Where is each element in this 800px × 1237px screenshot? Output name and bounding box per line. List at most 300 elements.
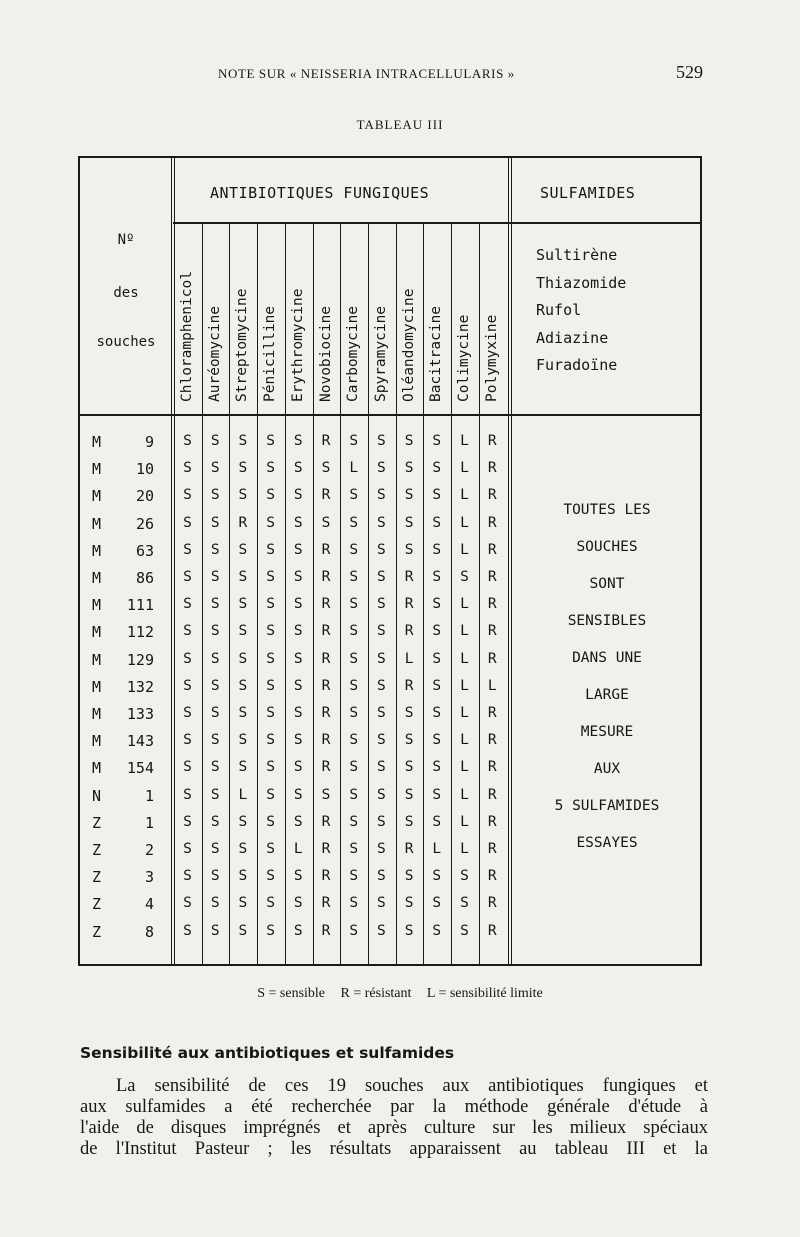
result-cell: R — [487, 514, 497, 531]
sulfamide-item: Thiazomide — [536, 273, 627, 292]
result-cell: R — [321, 759, 331, 776]
result-cell: R — [487, 868, 497, 885]
result-cell: S — [349, 732, 359, 749]
result-cell: R — [321, 650, 331, 667]
result-cell: S — [238, 895, 248, 912]
strain-letter: M — [92, 487, 102, 506]
antibiotic-header: Carbomycine — [345, 305, 362, 402]
sulfamide-item: Rufol — [536, 301, 582, 319]
result-cell: L — [460, 514, 469, 531]
result-cell: S — [266, 868, 275, 885]
group-header-divider — [173, 222, 700, 224]
result-cell: S — [377, 759, 386, 776]
result-cell: S — [266, 541, 275, 558]
result-cell: R — [487, 541, 497, 558]
strain-number: 20 — [135, 487, 154, 506]
result-cell: S — [266, 514, 275, 531]
result-cell: S — [377, 922, 386, 939]
result-cell: L — [460, 460, 469, 477]
strain-number: 1 — [144, 786, 154, 805]
result-cell: S — [293, 460, 303, 477]
result-cell: R — [487, 813, 497, 830]
result-cell: S — [293, 541, 303, 558]
sulfamide-note-line: TOUTES LES — [563, 502, 651, 518]
result-cell: S — [266, 460, 275, 477]
result-cell: R — [321, 705, 331, 721]
antibiotic-header: Streptomycine — [234, 288, 251, 402]
column-divider — [368, 224, 369, 964]
table-row — [80, 456, 704, 483]
result-cell: S — [266, 487, 275, 504]
sulfamide-note-line: DANS UNE — [572, 650, 642, 666]
result-cell: R — [404, 677, 414, 694]
result-cell: R — [404, 623, 414, 640]
result-cell: S — [183, 705, 192, 721]
result-cell: S — [266, 623, 275, 640]
antibiotic-header: Spyramycine — [372, 305, 389, 402]
result-cell: R — [487, 596, 497, 613]
sulfamide-item: Adiazine — [536, 328, 609, 347]
result-cell: S — [377, 514, 386, 531]
result-cell: S — [432, 868, 442, 885]
result-cell: S — [210, 786, 220, 803]
result-cell: S — [210, 677, 220, 694]
column-divider — [313, 224, 314, 964]
result-cell: S — [404, 433, 414, 449]
result-cell: S — [210, 541, 220, 558]
result-cell: R — [487, 650, 497, 667]
result-cell: R — [321, 677, 331, 694]
result-cell: L — [460, 650, 469, 667]
section-heading: Sensibilité aux antibiotiques et sulfamides — [80, 1044, 455, 1062]
result-cell: S — [210, 705, 220, 721]
result-cell: S — [349, 541, 359, 558]
result-cell: S — [432, 813, 442, 830]
result-cell: R — [321, 895, 331, 912]
result-cell: S — [293, 514, 303, 531]
result-cell: L — [293, 841, 303, 857]
result-cell: R — [321, 433, 331, 449]
strain-letter: Z — [92, 813, 102, 832]
result-cell: S — [238, 705, 248, 721]
table-row — [80, 891, 704, 918]
result-cell: S — [210, 759, 220, 776]
result-cell: S — [377, 705, 386, 721]
result-cell: S — [377, 569, 386, 585]
header-body-divider — [80, 414, 700, 416]
sulfamide-note-line: MESURE — [580, 724, 634, 740]
result-cell: S — [377, 487, 386, 504]
result-cell: S — [432, 514, 442, 531]
result-cell: S — [349, 433, 359, 449]
strain-number: 4 — [144, 895, 154, 914]
result-cell: S — [404, 868, 414, 885]
result-cell: S — [238, 433, 248, 449]
result-cell: S — [210, 514, 220, 531]
table-row — [80, 429, 704, 456]
result-cell: S — [266, 895, 275, 912]
sulfamides-group-label: SULFAMIDES — [540, 184, 636, 202]
result-cell: S — [183, 487, 192, 504]
result-cell: R — [321, 841, 331, 857]
result-cell: S — [404, 541, 414, 558]
column-divider — [451, 224, 452, 964]
result-cell: L — [460, 541, 469, 558]
result-cell: S — [293, 705, 303, 721]
result-cell: S — [238, 922, 248, 939]
result-cell: S — [238, 541, 248, 558]
result-cell: S — [377, 732, 386, 749]
result-cell: S — [183, 460, 192, 477]
strain-letter: Z — [92, 922, 102, 941]
result-cell: R — [321, 569, 331, 585]
result-cell: S — [349, 895, 359, 912]
result-cell: L — [460, 433, 469, 449]
antibiotic-header: Novobiocine — [317, 305, 334, 402]
result-cell: S — [349, 596, 359, 613]
result-cell: S — [377, 460, 386, 477]
result-cell: R — [321, 732, 331, 749]
sulfamide-note-line: ESSAYES — [576, 835, 638, 851]
result-cell: S — [210, 868, 220, 885]
result-cell: S — [266, 922, 275, 939]
result-cell: L — [460, 813, 469, 830]
result-cell: S — [266, 732, 275, 749]
sulfamide-note-line: 5 SULFAMIDES — [554, 798, 660, 814]
column-divider — [340, 224, 341, 964]
result-cell: S — [293, 759, 303, 776]
result-cell: S — [460, 895, 469, 912]
strain-number: 8 — [144, 922, 154, 941]
strain-number: 2 — [144, 841, 154, 859]
result-cell: S — [349, 623, 359, 640]
result-cell: S — [349, 677, 359, 694]
result-cell: S — [266, 433, 275, 449]
result-cell: S — [210, 732, 220, 749]
result-cell: S — [321, 514, 331, 531]
result-cell: S — [377, 841, 386, 857]
result-cell: S — [404, 813, 414, 830]
result-cell: S — [432, 895, 442, 912]
page-number: 529 — [676, 62, 703, 82]
strain-number: 129 — [126, 650, 154, 669]
result-cell: S — [377, 596, 386, 613]
strain-number: 154 — [126, 759, 154, 778]
result-cell: S — [183, 433, 192, 449]
result-cell: S — [377, 541, 386, 558]
result-cell: S — [349, 705, 359, 721]
result-cell: S — [432, 705, 442, 721]
strain-letter: M — [92, 623, 102, 642]
result-cell: S — [293, 677, 303, 694]
result-cell: S — [321, 460, 331, 477]
antibiotic-header: Colimycine — [456, 314, 472, 402]
result-cell: S — [210, 460, 220, 477]
result-cell: S — [432, 460, 442, 477]
result-cell: S — [183, 514, 192, 531]
result-cell: L — [460, 732, 469, 749]
result-cell: R — [404, 569, 414, 585]
result-cell: S — [432, 786, 442, 803]
result-cell: L — [460, 841, 469, 857]
table-row — [80, 864, 704, 891]
strain-header-des: des — [113, 285, 139, 301]
strain-letter: M — [92, 677, 102, 696]
result-cell: S — [293, 569, 303, 585]
result-cell: S — [432, 596, 442, 613]
result-cell: S — [266, 705, 275, 721]
result-cell: S — [183, 569, 192, 585]
column-divider — [423, 224, 424, 964]
result-cell: S — [266, 596, 275, 613]
table-row — [80, 919, 704, 946]
result-cell: S — [404, 895, 414, 912]
result-cell: S — [238, 868, 248, 885]
result-cell: S — [210, 813, 220, 830]
result-cell: S — [293, 922, 303, 939]
result-cell: S — [210, 922, 220, 939]
column-divider — [229, 224, 230, 964]
result-cell: R — [321, 868, 331, 885]
result-cell: S — [432, 541, 442, 558]
result-cell: S — [210, 841, 220, 857]
result-cell: S — [349, 813, 359, 830]
result-cell: S — [349, 786, 359, 803]
strain-number: 143 — [126, 732, 154, 751]
result-cell: S — [432, 922, 442, 939]
strain-number: 10 — [135, 460, 154, 479]
result-cell: S — [349, 487, 359, 504]
antibiotic-header: Chloramphenicol — [179, 271, 195, 402]
result-cell: S — [183, 786, 192, 803]
result-cell: S — [266, 841, 275, 857]
sulfamide-note-line: SOUCHES — [576, 539, 638, 555]
result-cell: R — [487, 569, 497, 585]
strain-letter: M — [92, 759, 102, 778]
paragraph-line: La sensibilité de ces 19 souches aux antibiotiques fungiques et — [116, 1076, 708, 1096]
strain-letter: M — [92, 541, 102, 560]
result-cell: R — [487, 487, 497, 504]
column-divider — [257, 224, 258, 964]
result-cell: S — [349, 569, 359, 585]
strain-letter: M — [92, 569, 102, 587]
result-cell: R — [487, 922, 497, 939]
result-cell: S — [460, 569, 469, 585]
result-cell: S — [210, 433, 220, 449]
antibiotic-header: Auréomycine — [206, 305, 223, 402]
strain-letter: Z — [92, 895, 102, 914]
result-cell: R — [487, 433, 497, 449]
result-cell: R — [487, 759, 497, 776]
result-cell: L — [460, 623, 469, 640]
result-cell: S — [238, 569, 248, 585]
result-cell: S — [321, 786, 331, 803]
strain-letter: M — [92, 705, 102, 723]
result-cell: S — [210, 623, 220, 640]
antibiotic-header: Bacitracine — [428, 305, 445, 402]
result-cell: S — [432, 623, 442, 640]
paragraph-line: aux sulfamides a été recherchée par la méthode générale d'étude à — [80, 1097, 708, 1117]
strain-letter: M — [92, 460, 102, 479]
result-cell: S — [183, 677, 192, 694]
result-cell: R — [321, 541, 331, 558]
strain-number: 63 — [135, 541, 154, 560]
result-cell: S — [210, 650, 220, 667]
result-cell: S — [404, 759, 414, 776]
result-cell: S — [377, 623, 386, 640]
result-cell: S — [432, 487, 442, 504]
result-cell: S — [349, 514, 359, 531]
result-cell: S — [377, 813, 386, 830]
column-divider — [285, 224, 286, 964]
antibiotics-group-label: ANTIBIOTIQUES FUNGIQUES — [210, 184, 430, 202]
result-cell: S — [183, 541, 192, 558]
result-cell: L — [349, 460, 359, 477]
result-cell: S — [210, 895, 220, 912]
result-cell: S — [183, 732, 192, 749]
sulfamide-item: Sultirène — [536, 246, 618, 264]
result-cell: L — [460, 705, 469, 721]
result-cell: S — [293, 487, 303, 504]
column-divider — [479, 224, 480, 964]
result-cell: S — [183, 813, 192, 830]
result-cell: L — [432, 841, 442, 857]
strain-letter: M — [92, 596, 102, 615]
sulfamide-note-line: AUX — [593, 761, 621, 777]
table-title: TABLEAU III — [356, 117, 444, 132]
result-cell: S — [183, 759, 192, 776]
result-cell: R — [487, 895, 497, 912]
result-cell: S — [210, 569, 220, 585]
result-cell: S — [349, 650, 359, 667]
column-divider — [396, 224, 397, 964]
result-cell: L — [460, 677, 469, 694]
result-cell: S — [293, 732, 303, 749]
results-table — [78, 156, 702, 966]
strain-number: 1 — [144, 813, 154, 832]
strain-letter: M — [92, 732, 102, 751]
running-head — [0, 62, 800, 86]
result-cell: S — [432, 677, 442, 694]
strain-letter: M — [92, 433, 102, 451]
result-cell: S — [266, 759, 275, 776]
result-cell: R — [321, 623, 331, 640]
result-cell: S — [293, 813, 303, 830]
result-cell: S — [238, 759, 248, 776]
result-cell: S — [349, 841, 359, 857]
result-cell: S — [460, 868, 469, 885]
result-cell: S — [349, 868, 359, 885]
result-cell: S — [238, 841, 248, 857]
result-cell: S — [404, 487, 414, 504]
result-cell: L — [487, 677, 497, 694]
strain-letter: M — [92, 650, 102, 669]
result-cell: R — [321, 922, 331, 939]
result-cell: S — [432, 569, 442, 585]
result-cell: R — [321, 596, 331, 613]
result-cell: R — [487, 460, 497, 477]
result-cell: S — [377, 868, 386, 885]
result-cell: S — [183, 922, 192, 939]
result-cell: S — [293, 596, 303, 613]
result-cell: S — [293, 786, 303, 803]
legend-resistant: R = résistant — [340, 986, 412, 1001]
strain-number: 112 — [126, 623, 154, 642]
result-cell: S — [432, 650, 442, 667]
result-cell: R — [487, 705, 497, 721]
result-cell: S — [238, 677, 248, 694]
strain-number: 26 — [135, 514, 154, 533]
result-cell: S — [293, 623, 303, 640]
strain-letter: Z — [92, 841, 102, 859]
result-cell: S — [210, 596, 220, 613]
legend-sensible: S = sensible — [257, 986, 326, 1001]
result-cell: S — [183, 650, 192, 667]
result-cell: S — [238, 623, 248, 640]
result-cell: S — [432, 759, 442, 776]
result-cell: S — [432, 433, 442, 449]
result-cell: S — [404, 732, 414, 749]
result-cell: S — [377, 786, 386, 803]
result-cell: R — [487, 623, 497, 640]
result-cell: S — [238, 460, 248, 477]
legend — [0, 986, 800, 1002]
result-cell: S — [349, 759, 359, 776]
sulfamide-note-line: LARGE — [585, 687, 629, 703]
result-cell: S — [238, 732, 248, 749]
strain-number: 3 — [144, 868, 154, 887]
result-cell: S — [377, 895, 386, 912]
result-cell: S — [238, 487, 248, 504]
result-cell: S — [377, 677, 386, 694]
result-cell: S — [377, 650, 386, 667]
result-cell: S — [349, 922, 359, 939]
result-cell: R — [487, 732, 497, 749]
running-head-title: NOTE SUR « NEISSERIA INTRACELLULARIS » — [218, 66, 515, 81]
result-cell: S — [377, 433, 386, 449]
result-cell: S — [293, 868, 303, 885]
result-cell: S — [183, 841, 192, 857]
result-cell: S — [404, 705, 414, 721]
result-cell: S — [238, 596, 248, 613]
result-cell: S — [238, 650, 248, 667]
result-cell: S — [210, 487, 220, 504]
result-cell: R — [404, 596, 414, 613]
result-cell: S — [183, 623, 192, 640]
strain-letter: Z — [92, 868, 102, 887]
result-cell: S — [266, 786, 275, 803]
result-cell: S — [293, 433, 303, 449]
result-cell: S — [183, 868, 192, 885]
result-cell: S — [266, 650, 275, 667]
result-cell: S — [238, 813, 248, 830]
result-cell: R — [321, 813, 331, 830]
legend-limite: L = sensibilité limite — [426, 986, 543, 1001]
result-cell: L — [460, 487, 469, 504]
result-cell: R — [321, 487, 331, 504]
antibiotic-header: Erythromycine — [289, 288, 306, 402]
result-cell: S — [266, 813, 275, 830]
result-cell: L — [460, 759, 469, 776]
paragraph-line: de l'Institut Pasteur ; les résultats apparaissent au tableau III et la — [80, 1139, 708, 1159]
antibiotic-header: Polymyxine — [483, 314, 500, 402]
strain-number: 132 — [126, 677, 154, 696]
sulfamide-item: Furadoïne — [536, 356, 618, 374]
sulfamide-note-line: SONT — [589, 576, 625, 592]
result-cell: S — [404, 922, 414, 939]
antibiotic-header: Oléandomycine — [400, 288, 417, 402]
result-cell: S — [293, 650, 303, 667]
